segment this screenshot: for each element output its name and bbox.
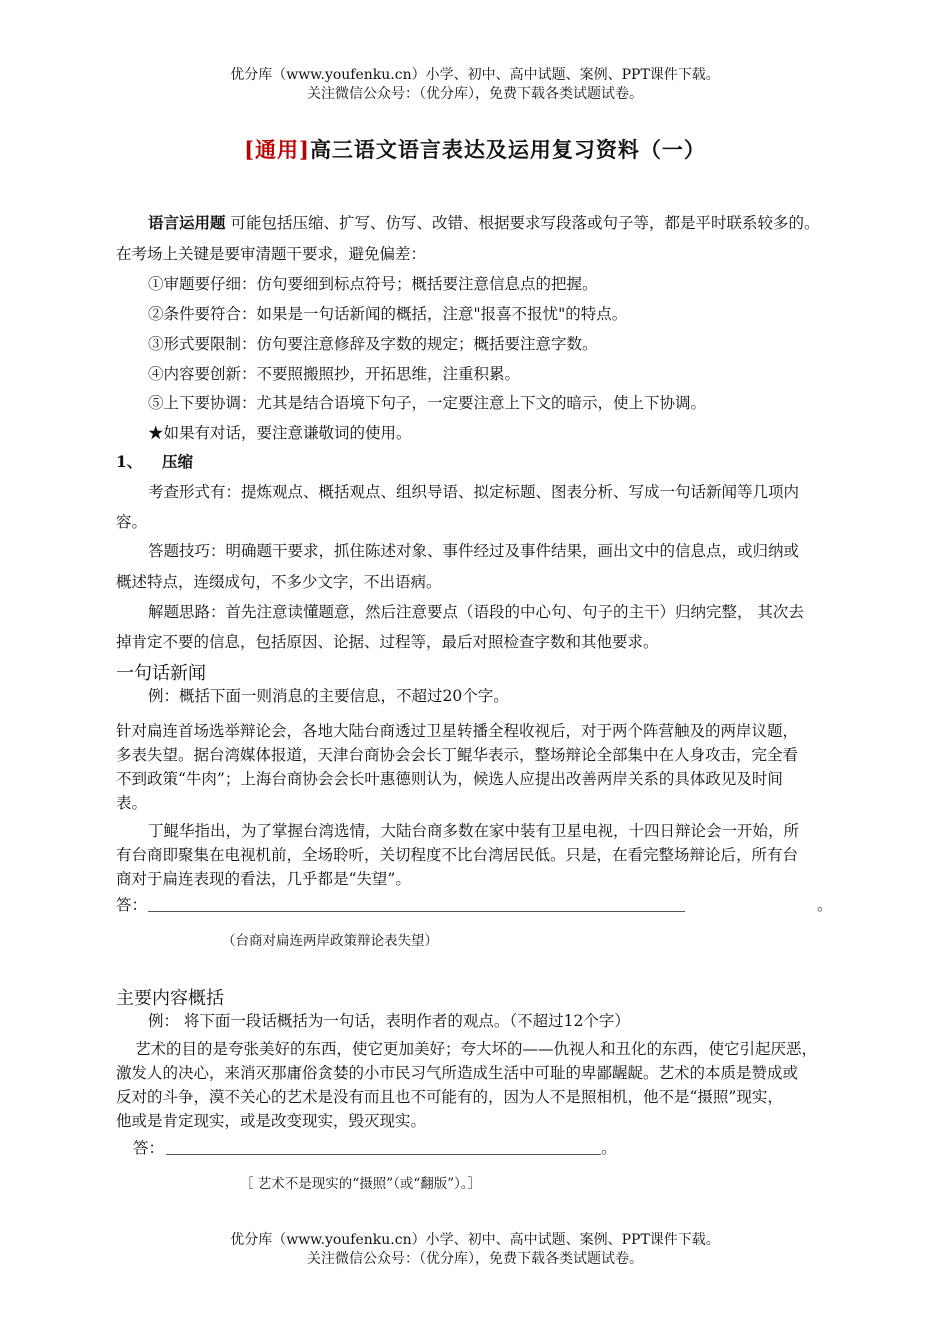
section-1-form-line-1: 考查形式有：提炼观点、概括观点、组织导语、拟定标题、图表分析、写成一句话新闻等几项内 — [148, 483, 800, 501]
intro-point-4: ④内容要创新：不要照搬照抄，开拓思维，注重积累。 — [148, 365, 521, 383]
news-para-2-line-1: 丁鲲华指出，为了掌握台湾选情，大陆台商多数在家中装有卫星电视，十四日辩论会一开始，所 — [148, 822, 800, 840]
summary-answer-key: ［ 艺术不是现实的“摄照”（或“翻版”）。］ — [240, 1176, 482, 1192]
news-para-1-line-1: 针对扁连首场选举辩论会，各地大陆台商透过卫星转播全程收视后，对于两个阵营触及的两岸议题， — [116, 722, 799, 740]
summary-para-line-3: 反对的斗争，漠不关心的艺术是没有而且也不可能有的，因为人不是照相机，他不是“摄照”现实， — [116, 1088, 783, 1106]
title-text: 高三语文语言表达及运用复习资料（一） — [309, 137, 706, 162]
summary-heading: 主要内容概括 — [116, 988, 224, 1009]
summary-example: 例： 将下面一段话概括为一句话，表明作者的观点。（不超过12个字） — [148, 1012, 630, 1030]
news-para-1-line-4: 表。 — [116, 794, 148, 812]
news-heading: 一句话新闻 — [116, 663, 206, 684]
intro-point-6: ★如果有对话，要注意谦敬词的使用。 — [148, 424, 412, 442]
header-line-1: 优分库（www.youfenku.cn）小学、初中、高中试题、案例、PPT课件下载。 — [230, 67, 720, 83]
intro-point-3: ③形式要限制：仿句要注意修辞及字数的规定；概括要注意字数。 — [148, 335, 598, 353]
intro-text-1: 可能包括压缩、扩写、仿写、改错、根据要求写段落或句子等，都是平时联系较多的。 — [225, 214, 820, 232]
intro-point-2: ②条件要符合：如果是一句话新闻的概括，注意"报喜不报忧"的特点。 — [148, 305, 628, 323]
news-answer-end: 。 — [817, 896, 833, 914]
news-para-2-line-2: 有台商即聚集在电视机前，全场聆听，关切程度不比台湾居民低。只是，在看完整场辩论后，所有台 — [116, 846, 799, 864]
section-1-idea-line-2: 掉肯定不要的信息，包括原因、论据、过程等，最后对照检查字数和其他要求。 — [116, 633, 659, 651]
intro-line-2: 在考场上关键是要审清题干要求，避免偏差： — [116, 245, 427, 263]
summary-answer-label: 答： — [133, 1139, 165, 1157]
summary-answer-end: 。 — [601, 1139, 617, 1157]
section-1-idea-line-1: 解题思路：首先注意读懂题意，然后注意要点（语段的中心句、句子的主干）归纳完整， 其次去 — [148, 603, 804, 621]
news-para-1-line-3: 不到政策“牛肉”；上海台商协会会长叶惠德则认为，候选人应提出改善两岸关系的具体政见及时间 — [116, 770, 783, 788]
section-1-tips-line-2: 概述特点，连缀成句，不多少文字，不出语病。 — [116, 573, 442, 591]
section-1-tips-line-1: 答题技巧：明确题干要求，抓住陈述对象、事件经过及事件结果，画出文中的信息点，或归纳或 — [148, 542, 800, 560]
news-answer-label: 答： — [116, 896, 148, 914]
title-tag: [通用] — [244, 137, 310, 162]
news-example: 例：概括下面一则消息的主要信息，不超过20个字。 — [148, 687, 509, 705]
summary-answer-line[interactable] — [166, 1154, 601, 1155]
page-title — [0, 134, 950, 164]
intro-lead: 语言运用题 — [148, 213, 226, 232]
summary-para-line-1: 艺术的目的是夸张美好的东西，使它更加美好；夸大坏的——仇视人和丑化的东西，使它引起厌恶， — [135, 1040, 818, 1058]
summary-para-line-2: 激发人的决心，来消灭那庸俗贪婪的小市民习气所造成生活中可耻的卑鄙龌龊。艺术的本质是赞成或 — [116, 1064, 799, 1082]
news-para-1-line-2: 多表失望。据台湾媒体报道，天津台商协会会长丁鲲华表示，整场辩论全部集中在人身攻击，完全看 — [116, 746, 799, 764]
news-answer-line[interactable] — [148, 911, 685, 912]
section-1-form-line-2: 容。 — [116, 513, 148, 531]
section-1-number: 1、 — [116, 452, 143, 471]
intro-point-1: ①审题要仔细：仿句要细到标点符号；概括要注意信息点的把握。 — [148, 275, 598, 293]
news-para-2-line-3: 商对于扁连表现的看法，几乎都是“失望”。 — [116, 870, 411, 888]
summary-para-line-4: 他或是肯定现实，或是改变现实，毁灭现实。 — [116, 1112, 427, 1130]
intro-line-1 — [148, 212, 819, 234]
intro-point-5: ⑤上下要协调：尤其是结合语境下句子，一定要注意上下文的暗示，使上下协调。 — [148, 394, 707, 412]
section-1-name: 压缩 — [162, 452, 194, 471]
footer-line-2: 关注微信公众号：（优分库），免费下载各类试题试卷。 — [307, 1251, 643, 1267]
header-line-2: 关注微信公众号：（优分库），免费下载各类试题试卷。 — [307, 86, 643, 102]
footer-line-1: 优分库（www.youfenku.cn）小学、初中、高中试题、案例、PPT课件下载。 — [230, 1232, 720, 1248]
news-answer-key: （台商对扁连两岸政策辩论表失望） — [222, 933, 438, 949]
